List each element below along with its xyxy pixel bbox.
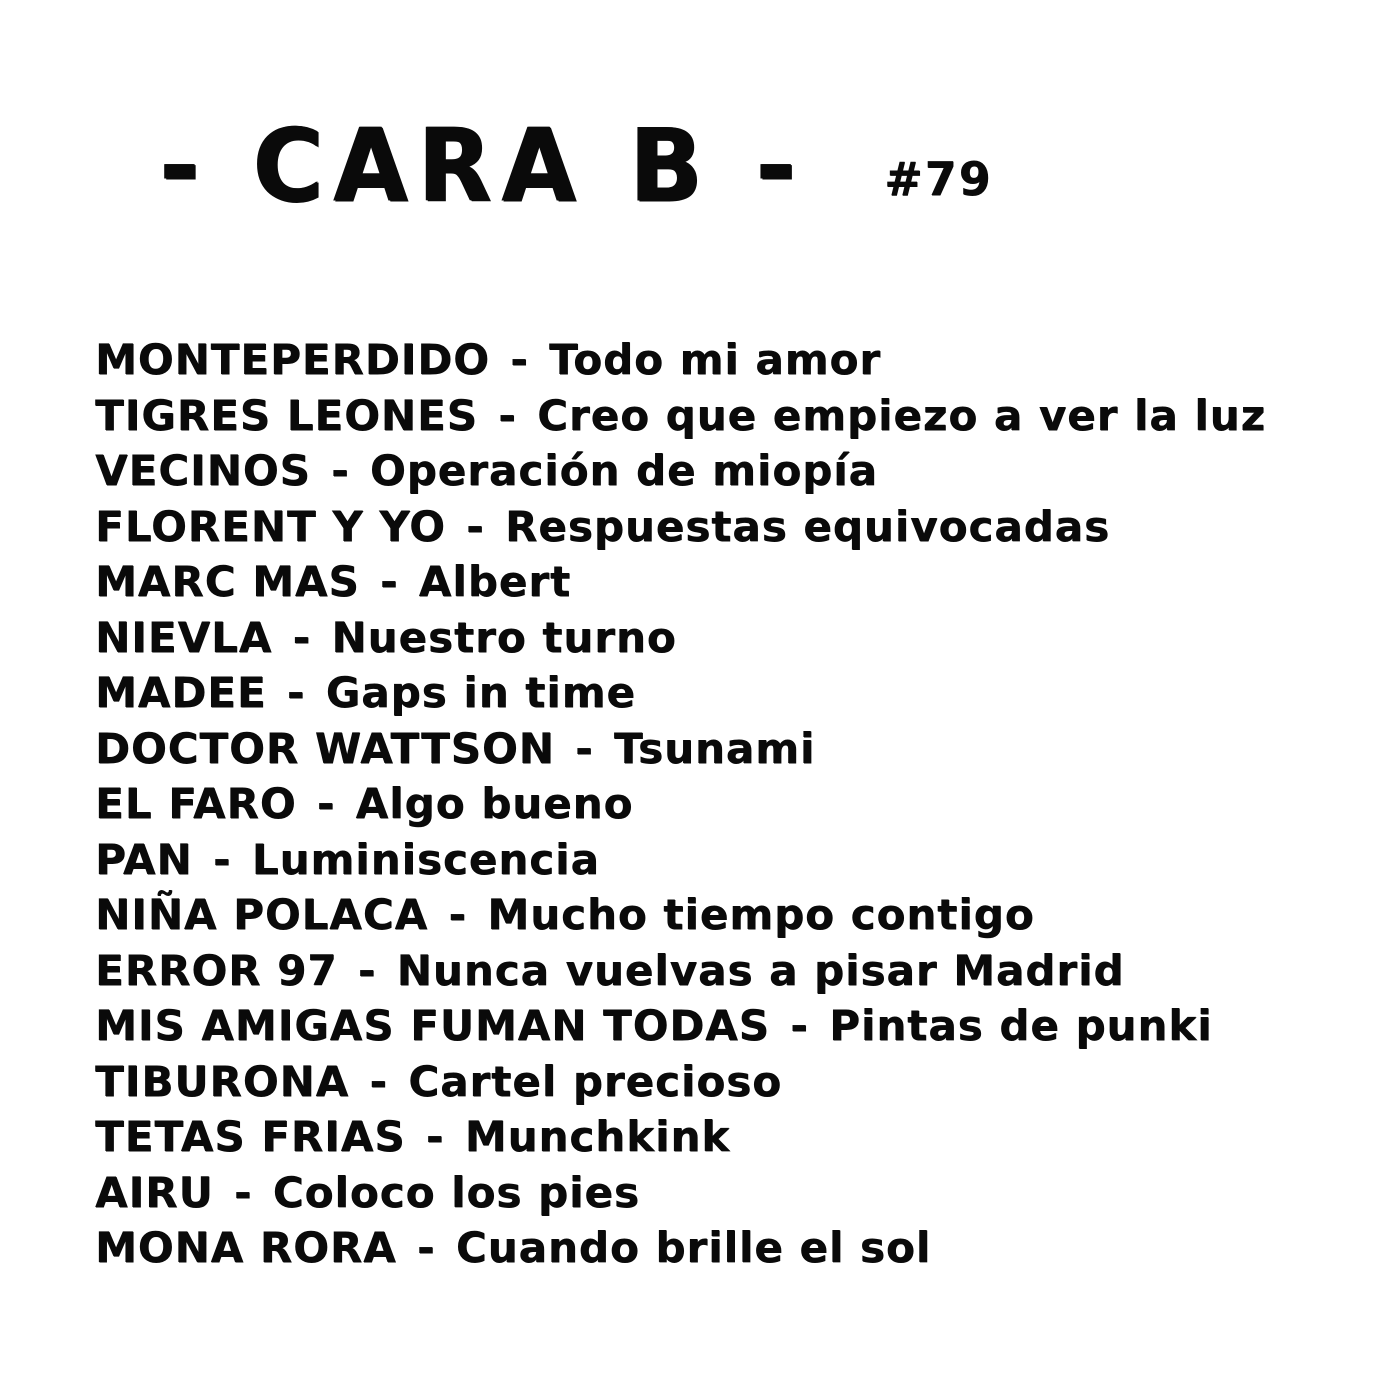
track-row: [95, 665, 1345, 721]
track-artist: FLORENT Y YO: [95, 501, 446, 551]
track-separator: -: [357, 945, 377, 995]
track-row: [95, 443, 1345, 499]
track-title: Coloco los pies: [272, 1167, 640, 1217]
track-row: [95, 388, 1345, 444]
track-separator: -: [316, 779, 336, 828]
track-title: Cuando brille el sol: [455, 1223, 932, 1272]
track-title: Nunca vuelvas a pisar Madrid: [396, 945, 1125, 995]
track-artist: MONTEPERDIDO: [95, 335, 490, 384]
track-separator: -: [286, 668, 306, 717]
track-row: [95, 943, 1345, 999]
track-artist: MARC MAS: [95, 557, 360, 606]
track-separator: -: [510, 335, 529, 384]
track-artist: TIGRES LEONES: [95, 390, 478, 440]
track-artist: PAN: [95, 834, 193, 884]
track-title: Tsunami: [613, 723, 816, 773]
track-title: Luminiscencia: [251, 834, 600, 884]
track-row: [95, 499, 1345, 555]
track-separator: -: [331, 446, 350, 495]
track-title: Albert: [418, 557, 572, 606]
track-row: [95, 1054, 1345, 1110]
track-title: Nuestro turno: [331, 612, 677, 662]
track-separator: -: [380, 557, 399, 606]
track-title: Todo mi amor: [549, 335, 881, 384]
track-title: Cartel precioso: [408, 1056, 782, 1106]
track-separator: -: [212, 834, 232, 884]
track-artist: DOCTOR WATTSON: [95, 723, 555, 773]
track-separator: -: [369, 1056, 388, 1106]
track-row: [95, 776, 1345, 832]
track-separator: -: [575, 723, 594, 773]
header: [160, 107, 993, 225]
track-artist: NIEVLA: [95, 612, 273, 662]
track-title: Pintas de punki: [829, 1001, 1213, 1050]
page-title: - CARA B -: [160, 107, 807, 225]
track-row: [95, 1220, 1345, 1276]
track-separator: -: [448, 890, 467, 939]
track-row: [95, 554, 1345, 610]
track-row: [95, 610, 1345, 666]
track-artist: MADEE: [95, 668, 267, 717]
track-separator: -: [498, 390, 517, 440]
track-separator: -: [292, 612, 312, 662]
track-title: Creo que empiezo a ver la luz: [537, 390, 1267, 440]
track-artist: MIS AMIGAS FUMAN TODAS: [95, 1001, 770, 1050]
track-title: Algo bueno: [355, 779, 634, 828]
track-list: [95, 332, 1345, 1276]
track-artist: NIÑA POLACA: [95, 890, 429, 939]
track-row: [95, 832, 1345, 888]
track-title: Operación de miopía: [369, 446, 878, 495]
track-artist: EL FARO: [95, 779, 297, 828]
track-row: [95, 998, 1345, 1054]
track-artist: MONA RORA: [95, 1223, 397, 1272]
track-row: [95, 332, 1345, 388]
track-artist: VECINOS: [95, 446, 311, 495]
track-separator: -: [425, 1112, 445, 1161]
track-title: Respuestas equivocadas: [504, 501, 1110, 551]
track-row: [95, 1109, 1345, 1165]
track-separator: -: [466, 501, 485, 551]
track-separator: -: [790, 1001, 809, 1050]
track-title: Mucho tiempo contigo: [487, 890, 1035, 939]
track-separator: -: [417, 1223, 436, 1272]
track-artist: TIBURONA: [95, 1056, 350, 1106]
track-title: Gaps in time: [325, 668, 636, 717]
track-title: Munchkink: [464, 1112, 731, 1161]
track-artist: AIRU: [95, 1167, 214, 1217]
track-separator: -: [233, 1167, 253, 1217]
track-row: [95, 1165, 1345, 1221]
track-row: [95, 887, 1345, 943]
track-artist: ERROR 97: [95, 945, 338, 995]
track-artist: TETAS FRIAS: [95, 1112, 406, 1161]
issue-number: #79: [884, 152, 993, 206]
track-row: [95, 721, 1345, 777]
